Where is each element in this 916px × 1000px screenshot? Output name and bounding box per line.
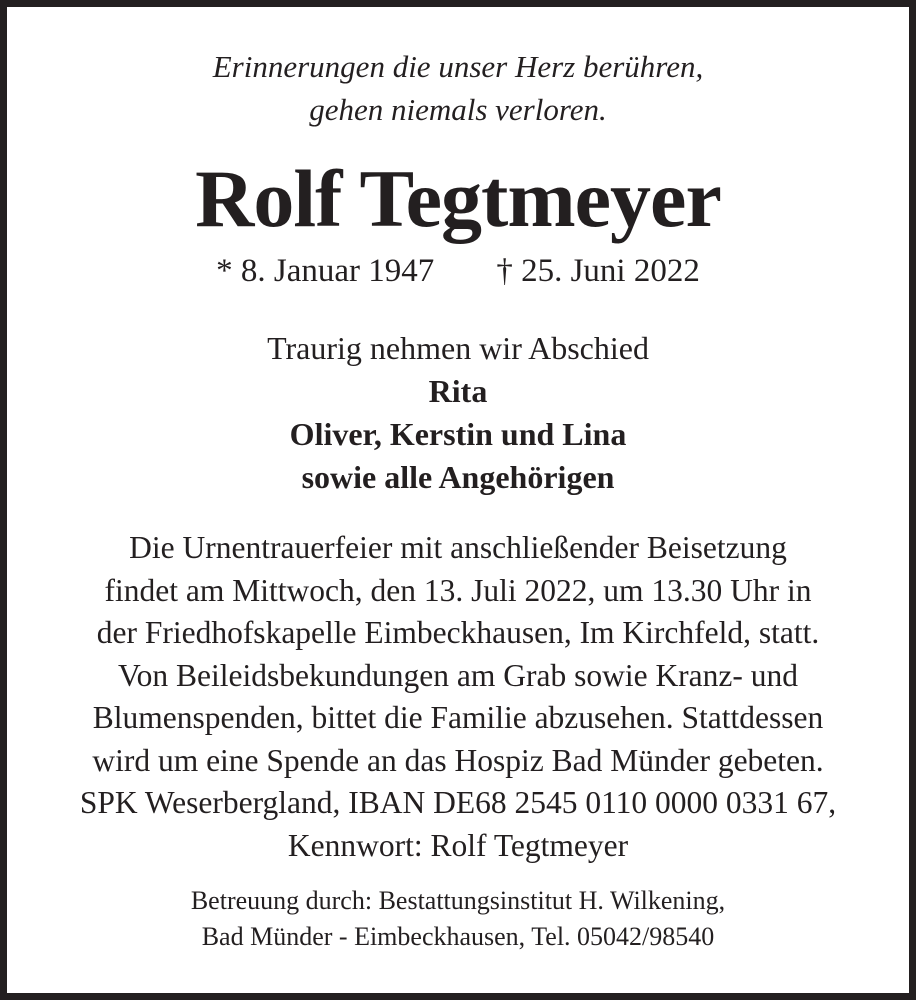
funeral-home-info: [7, 883, 909, 955]
announcement-line: Blumenspenden, bittet die Familie abzusehen. Stattdessen: [92, 700, 824, 735]
funeral-announcement: [7, 527, 909, 867]
family-block: [7, 327, 909, 499]
announcement-line: Die Urnentrauerfeier mit anschließender Beisetzung: [129, 530, 787, 565]
mourner-name: Rita: [428, 373, 488, 409]
announcement-line: Von Beileidsbekundungen am Grab sowie Kranz- und: [117, 657, 799, 693]
mourner-name: sowie alle Angehörigen: [301, 459, 615, 495]
mourner-name: Oliver, Kerstin und Lina: [289, 416, 627, 452]
funeral-home-line-2: Bad Münder - Eimbeckhausen, Tel. 05042/98540: [201, 922, 715, 951]
donation-keyword-line: Kennwort: Rolf Tegtmeyer: [287, 827, 629, 863]
death-date: † 25. Juni 2022: [496, 253, 700, 289]
life-dates: [7, 251, 909, 291]
funeral-home-line-1: Betreuung durch: Bestattungsinstitut H. Wilkening,: [190, 886, 726, 915]
epigraph-line-1: Erinnerungen die unser Herz berühren,: [212, 49, 704, 84]
epigraph-line-2: gehen niemals verloren.: [309, 92, 607, 127]
announcement-line: findet am Mittwoch, den 13. Juli 2022, um 13.30 Uhr in: [104, 572, 812, 608]
announcement-line: der Friedhofskapelle Eimbeckhausen, Im Kirchfeld, statt.: [96, 615, 820, 650]
epigraph: [7, 45, 909, 131]
farewell-intro: Traurig nehmen wir Abschied: [267, 330, 649, 366]
deceased-name: Rolf Tegtmeyer: [195, 153, 721, 244]
birth-date: * 8. Januar 1947: [216, 253, 435, 289]
donation-iban-line: SPK Weserbergland, IBAN DE68 2545 0110 0000 0331 67,: [79, 785, 837, 820]
announcement-line: wird um eine Spende an das Hospiz Bad Münder gebeten.: [92, 742, 824, 778]
